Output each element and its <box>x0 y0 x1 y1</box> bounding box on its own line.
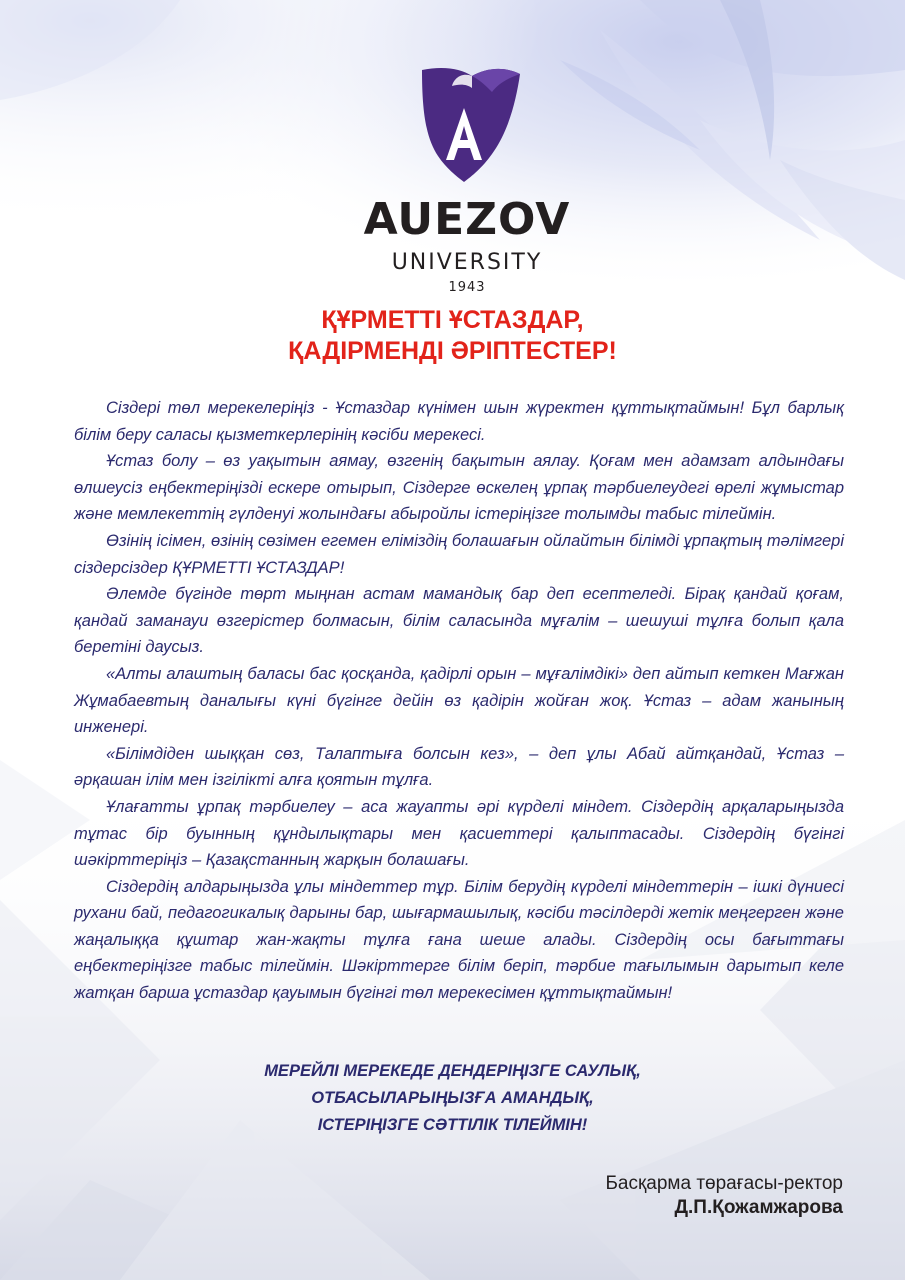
paragraph: «Алты алаштың баласы бас қосқанда, қадірлі орын – мұғалімдікі» деп айтып кеткен Мағжан Жұмабаевтың даналығы күні бүгінге дейін өз қадірін жойған жоқ. Ұстаз – адам жанының инженері. <box>74 664 844 737</box>
paragraph: Сіздері төл мерекелеріңіз - Ұстаздар күнімен шын жүректен құттықтаймын! Бұл барлық білім беру саласы қызметкерлерінің кәсіби мерекесі. <box>74 399 844 444</box>
wishes-line-2: ОТБАСЫЛАРЫҢЫЗҒА АМАНДЫҚ, <box>311 1089 594 1107</box>
heading-line-1: ҚҰРМЕТТІ ҰСТАЗДАР, <box>321 306 584 334</box>
signature-block <box>605 1172 843 1220</box>
heading-line-2: ҚАДІРМЕНДІ ӘРІПТЕСТЕР! <box>288 337 617 365</box>
greeting-heading <box>0 305 905 367</box>
closing-wishes <box>0 1058 905 1139</box>
university-logo <box>362 62 571 295</box>
eagle-a-emblem-icon <box>412 62 522 182</box>
brand-year: 1943 <box>448 280 486 295</box>
wishes-line-1: МЕРЕЙЛІ МЕРЕКЕДЕ ДЕНДЕРІҢІЗГЕ САУЛЫҚ, <box>264 1062 641 1080</box>
signer-title: Басқарма төрағасы-ректор <box>605 1173 843 1194</box>
brand-subtitle: UNIVERSITY <box>391 250 543 275</box>
wishes-line-3: ІСТЕРІҢІЗГЕ СӘТТІЛІК ТІЛЕЙМІН! <box>317 1116 588 1134</box>
signer-name: Д.П.Қожамжарова <box>674 1197 843 1218</box>
letter-body <box>74 395 844 1007</box>
paragraph: Сіздердің алдарыңызда ұлы міндеттер тұр. Білім берудің күрделі міндеттерін – ішкі дүниесі рухани бай, педагогикалық дарыны бар, шығармашылық, кәсіби тәсілдерді жетік меңгерген және жаңалыққа құштар жан-жақты тұлға ғана шеше алады. Сіздердің осы бағыттағы еңбектеріңізге табыс тілеймін. Шәкірттерге білім беріп, тәрбие тағылымын дарытып келе жатқан барша ұстаздар қауымын бүгінгі төл мерекесімен құттықтаймын! <box>74 877 844 1003</box>
paragraph: Ұлағатты ұрпақ тәрбиелеу – аса жауапты әрі күрделі міндет. Сіздердің арқаларыңызда тұтас бір буынның құндылықтары мен қасиеттері қалыптасады. Сіздердің бүгінгі шәкірттеріңіз – Қазақстанның жарқын болашағы. <box>74 797 844 870</box>
paragraph: «Білімдіден шыққан сөз, Талаптыға болсын кез», – деп ұлы Абай айтқандай, Ұстаз – әрқашан ілім мен ізгілікті алға қоятын тұлға. <box>74 744 844 790</box>
brand-name: AUEZOV <box>363 194 571 245</box>
paragraph: Ұстаз болу – өз уақытын аямау, өзгенің бақытын аялау. Қоғам мен адамзат алдындағы өлшеусіз еңбектеріңізді ескере отырып, Сіздерге өскелең ұрпақ тәрбиелеудегі өрелі жұмыстар және мемлекеттің гүлденуі жолындағы абыройлы істеріңізге толымды табыс тілеймін. <box>74 452 844 524</box>
paragraph: Әлемде бүгінде төрт мыңнан астам мамандық бар деп есептеледі. Бірақ қандай қоғам, қандай заманауи өзгерістер болмасын, білім саласында мұғалім – шешуші тұлға болып қала беретіні даусыз. <box>74 585 844 657</box>
paragraph: Өзінің ісімен, өзінің сөзімен егемен еліміздің болашағын ойлайтын білімді ұрпақтың тәлімгері сіздерсіздер ҚҰРМЕТТІ ҰСТАЗДАР! <box>74 531 844 577</box>
